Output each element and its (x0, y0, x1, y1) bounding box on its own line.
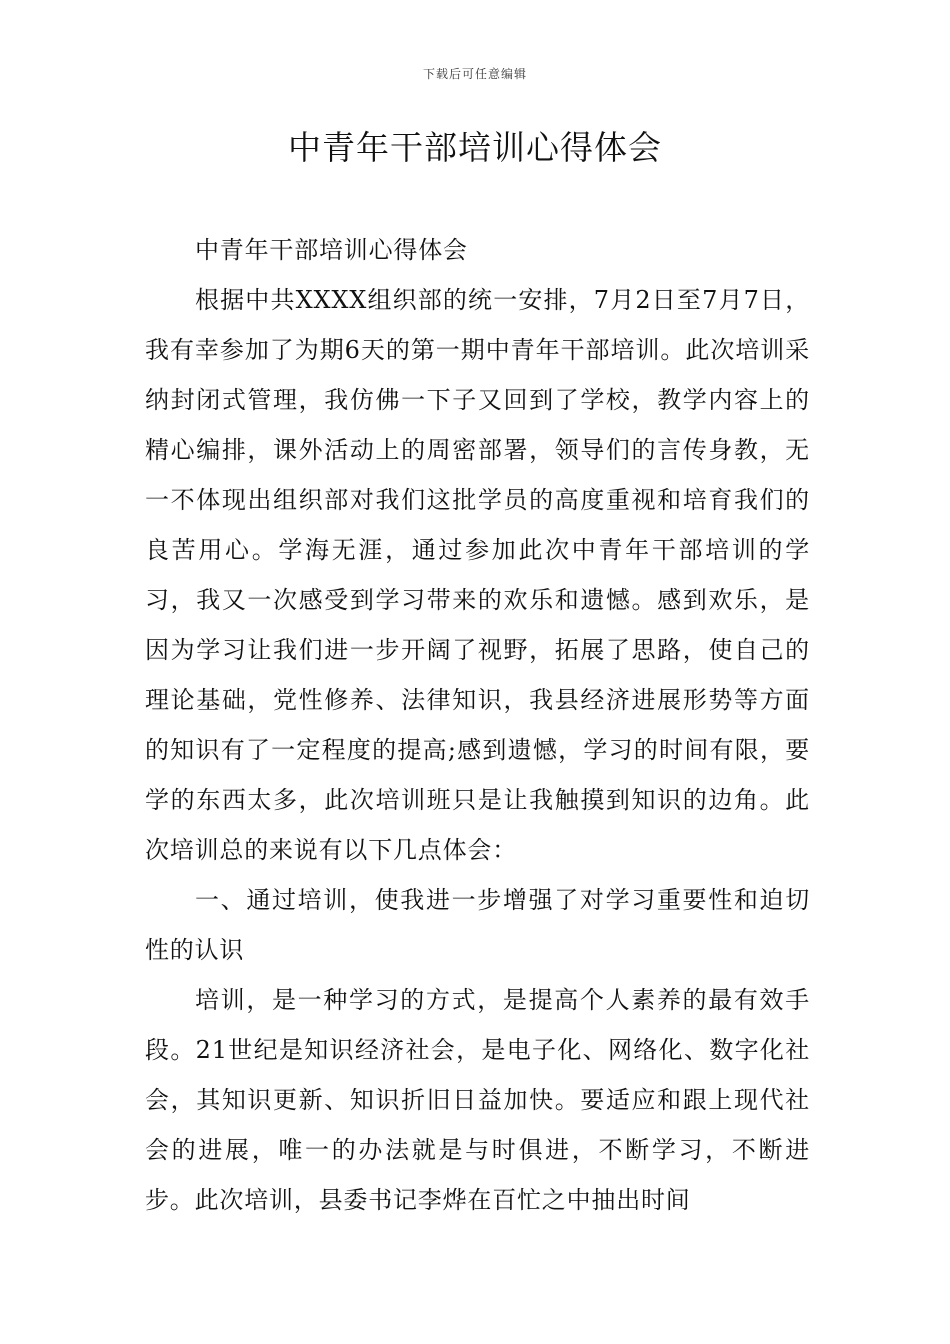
paragraph: 培训，是一种学习的方式，是提高个人素养的最有效手段。21世纪是知识经济社会，是电子化、网络化、数字化社会，其知识更新、知识折旧日益加快。要适应和跟上现代社会的进展，唯一的办法就是与时俱进，不断学习，不断进步。此次培训，县委书记李烨在百忙之中抽出时间 (145, 986, 810, 1214)
paragraph: 根据中共XXXX组织部的统一安排，7月2日至7月7日，我有幸参加了为期6天的第一期中青年干部培训。此次培训采纳封闭式管理，我仿佛一下子又回到了学校，教学内容上的精心编排，课外活动上的周密部署，领导们的言传身教，无一不体现出组织部对我们这批学员的高度重视和培育我们的良苦用心。学海无涯，通过参加此次中青年干部培训的学习，我又一次感受到学习带来的欢乐和遗憾。感到欢乐，是因为学习让我们进一步开阔了视野，拓展了思路，使自己的理论基础，党性修养、法律知识，我县经济进展形势等方面的知识有了一定程度的提高;感到遗憾，学习的时间有限，要学的东西太多，此次培训班只是让我触摸到知识的边角。此次培训总的来说有以下几点体会： (145, 286, 810, 864)
document-body (145, 225, 810, 1225)
header-note: 下载后可任意编辑 (422, 67, 527, 81)
section-heading: 一、通过培训，使我进一步增强了对学习重要性和迫切性的认识 (145, 886, 810, 964)
document-title: 中青年干部培训心得体会 (288, 128, 662, 167)
paragraph-subtitle: 中青年干部培训心得体会 (195, 236, 468, 264)
